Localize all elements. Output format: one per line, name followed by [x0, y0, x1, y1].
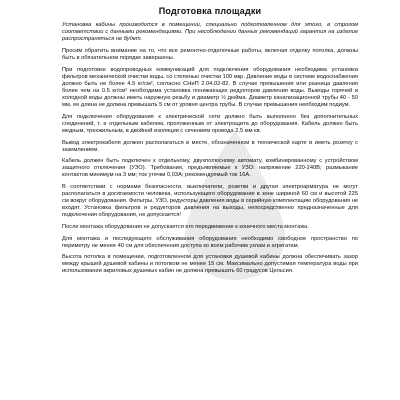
paragraph-10: Высота потолка в помещении, подготовленном для установки душевой кабины должна обеспечивать зазор между крышей душевой кабины и потолком не менее 15 см. Максимально допустимая температура воды при использовании акриловых душевых кабин не должна превышать 60 градусов Цельсия. [62, 254, 358, 275]
paragraph-3: При подготовке водопроводных коммуникаций для подключения оборудования необходима установка фильтров механической очистки воды, со степенью очистки 100 мкр. Давление воды в системе водоснабжения должно быть не более 4.5 кг/см², согласно СНиП 2.04.02-82. В случае превышения или разница давления более чем на 0.5 кг/см² необходима установка понижающих редукторов давления воды. Выводы горячей и холодной воды должны иметь наружную резьбу и диаметр ½ дюйма. Диаметр канализационной трубы 40 - 50 мм, ее длина не должна превышать 5 см от уровня центра трубы. В случае превышения необходим подиум. [62, 67, 358, 109]
paragraph-1: Установка кабины производится в помещении, специально подготовленном для этого, в строгом соответствии с данными рекомендациями. При несоблюдении данных рекомендаций гарантия на изделие распространяться не будет. [62, 22, 358, 43]
paragraph-4: Для подключения оборудования к электрической сети должно быть выполнено без дополнительных соединений, т. е отдельным кабелем, проложенным от электрощита до оборудования. Кабель должен быть медным, трехжильным, в двойной изоляции с сечением провода 2,5 мм кв. [62, 114, 358, 135]
document-body [62, 22, 358, 275]
paragraph-5: Вывод электрокабеля должен располагаться в месте, обозначенном в технической карте и иметь розетку с заземлением. [62, 139, 358, 153]
paragraph-8: После монтажа оборудования не допускается его передвижение к конечного места монтажа. [62, 223, 309, 230]
paragraph-2: Просим обратить внимание на то, что все ремонтно-отделочные работы, включая отделку потолка, должны быть в обязательном порядке завершены. [62, 48, 358, 62]
paragraph-6: Кабель должен быть подключен к отдельному, двухполюсному автомату, комбинированному с устройством защитного отключения (УЗО). Требования, предъявляемые к УЗО: напряжение 220-240В; размыкание контактов минимум на 3 мм; ток утечки 0,03А; рекомендуемый ток 16А. [62, 158, 358, 179]
paragraph-7: В соответствии с нормами безопасности, выключатели, розетки и другая электроарматура не могут располагаться в досягаемости человека, использующего оборудование в зоне шириной 60 см и высотой 225 см вокруг оборудования. Фильтры, УЗО, редукторы давления воды в серийную комплектацию оборудования не входят. Установка фильтров и редукторов давления на выходы, непосредственно предназначенные для подключения оборудования, не допускается! [62, 183, 359, 219]
paragraph-9: Для монтажа и последующего обслуживания оборудования необходимо свободное пространство по периметру не менее 40 см для обеспечения доступа ко всем рабочим узлам и агрегатам. [62, 235, 358, 249]
page-title: Подготовка площадки [158, 6, 262, 16]
